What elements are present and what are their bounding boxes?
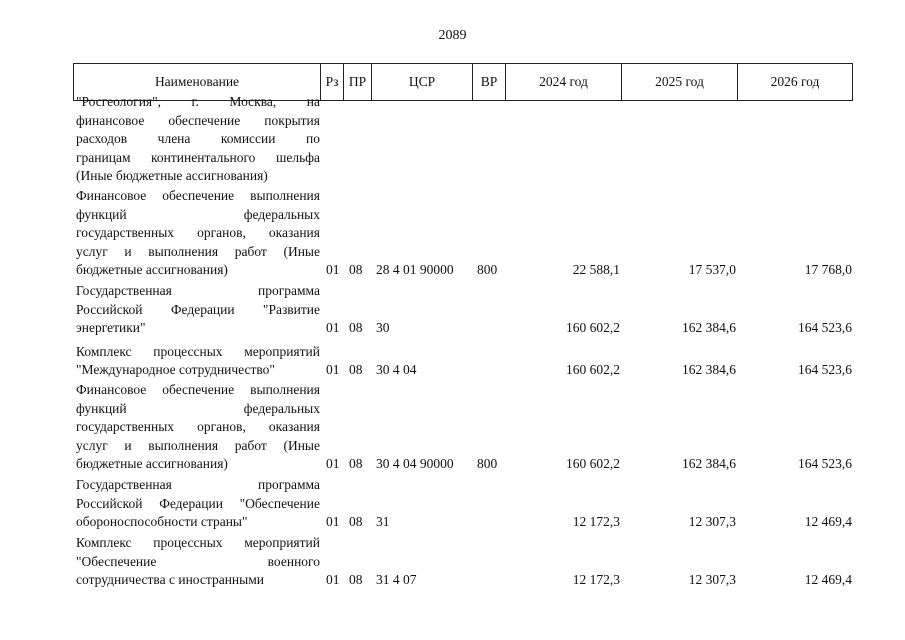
row-value-2025: 162 384,6 [682,362,736,378]
row-value-2025: 162 384,6 [682,320,736,336]
row-pr: 08 [349,572,363,588]
row-csr: 30 4 04 90000 [376,456,454,472]
column-header-2024: 2024 год [505,64,621,100]
row-name-line: функций федеральных [76,206,320,222]
row-rz: 01 [326,572,340,588]
row-name-line: сотрудничества с иностранными [76,572,264,588]
page-number: 2089 [438,28,467,43]
row-name-line: обороноспособности страны" [76,514,248,530]
row-value-2026: 164 523,6 [798,456,852,472]
row-rz: 01 [326,320,340,336]
row-value-2025: 12 307,3 [688,514,736,530]
row-name-line: функций федеральных [76,400,320,416]
row-rz: 01 [326,456,340,472]
row-pr: 08 [349,456,363,472]
row-name-line: Комплекс процессных мероприятий [76,535,320,551]
column-header-csr: ЦСР [371,64,472,100]
column-header-rz: Рз [320,64,343,100]
row-name-line: "Международное сотрудничество" [76,362,275,378]
row-value-2024: 12 172,3 [572,572,620,588]
row-pr: 08 [349,320,363,336]
row-name-line: Финансовое обеспечение выполнения [76,382,320,398]
row-vr: 800 [477,456,498,472]
row-rz: 01 [326,262,340,278]
row-name-line: Государственная программа [76,477,320,493]
row-name-line: бюджетные ассигнования) [76,262,228,278]
row-name-line: энергетики" [76,320,146,336]
row-name-line: Российской Федерации "Обеспечение [76,495,320,511]
row-name-line: финансовое обеспечение покрытия [76,112,320,128]
column-header-pr: ПР [343,64,371,100]
row-name-line: услуг и выполнения работ (Иные [76,243,320,259]
row-pr: 08 [349,514,363,530]
row-name-line: Комплекс процессных мероприятий [76,343,320,359]
row-value-2024: 160 602,2 [566,320,620,336]
row-name-line: услуг и выполнения работ (Иные [76,437,320,453]
row-pr: 08 [349,362,363,378]
row-csr: 31 [376,514,390,530]
row-value-2024: 160 602,2 [566,456,620,472]
row-csr: 30 [376,320,390,336]
row-name-line: государственных органов, оказания [76,225,320,241]
column-header-name: Наименование [73,64,320,100]
row-value-2024: 160 602,2 [566,362,620,378]
row-name-line: границам континентального шельфа [76,149,320,165]
column-header-2025: 2025 год [621,64,737,100]
row-name-line: Финансовое обеспечение выполнения [76,188,320,204]
row-csr: 31 4 07 [376,572,417,588]
row-name-line: "Обеспечение военного [76,553,320,569]
row-value-2024: 22 588,1 [572,262,620,278]
row-value-2025: 162 384,6 [682,456,736,472]
row-name-line: расходов члена комиссии по [76,131,320,147]
column-header-vr: ВР [472,64,505,100]
row-value-2026: 12 469,4 [804,572,852,588]
row-csr: 30 4 04 [376,362,417,378]
row-name-line: бюджетные ассигнования) [76,456,228,472]
row-rz: 01 [326,514,340,530]
row-name-line: "Росгеология", г. Москва, на [76,94,320,110]
row-vr: 800 [477,262,498,278]
row-name-line: государственных органов, оказания [76,419,320,435]
row-name-line: (Иные бюджетные ассигнования) [76,168,268,184]
row-name [76,534,320,590]
row-name-line: Российской Федерации "Развитие [76,301,320,317]
row-csr: 28 4 01 90000 [376,262,454,278]
row-value-2024: 12 172,3 [572,514,620,530]
row-value-2026: 12 469,4 [804,514,852,530]
row-value-2026: 164 523,6 [798,320,852,336]
row-value-2026: 164 523,6 [798,362,852,378]
row-value-2026: 17 768,0 [804,262,852,278]
row-pr: 08 [349,262,363,278]
row-rz: 01 [326,362,340,378]
row-name-line: Государственная программа [76,283,320,299]
column-header-2026: 2026 год [737,64,853,100]
row-value-2025: 17 537,0 [688,262,736,278]
row-value-2025: 12 307,3 [688,572,736,588]
